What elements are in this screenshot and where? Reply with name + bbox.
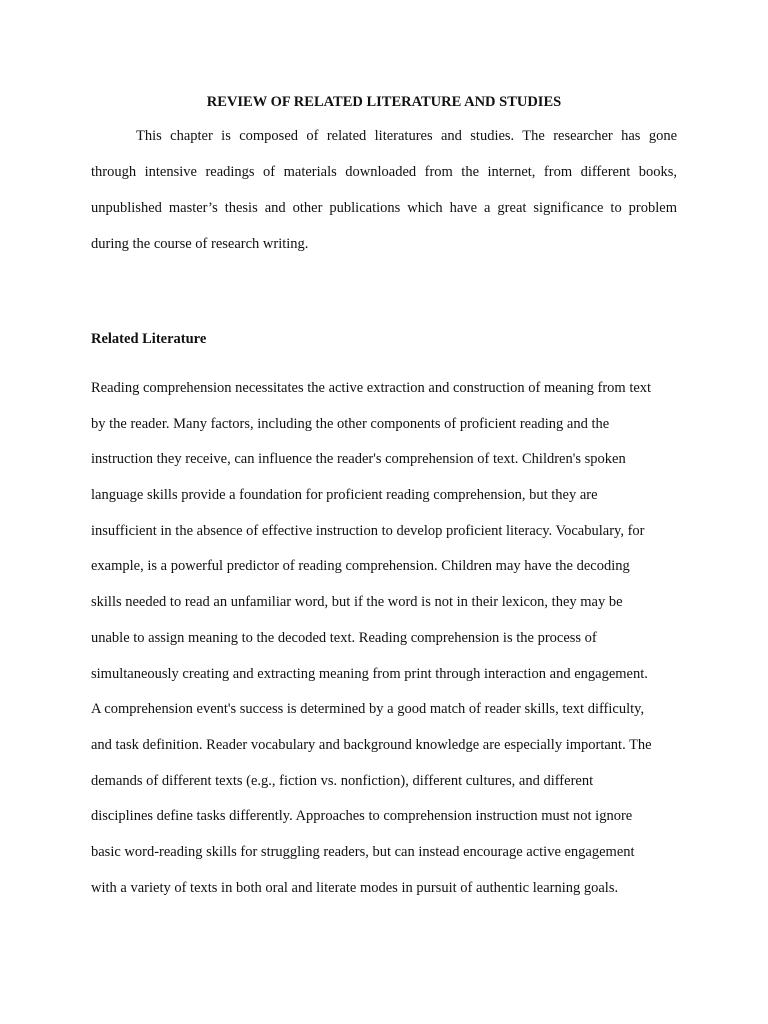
text-line: instruction they receive, can influence the reader's comprehension of text. Children's spoken [91, 451, 626, 468]
text-line: demands of different texts (e.g., fiction vs. nonfiction), different cultures, and different [91, 772, 594, 789]
text-line: skills needed to read an unfamiliar word, but if the word is not in their lexicon, they may be [91, 594, 623, 611]
text-line: Reading comprehension necessitates the active extraction and construction of meaning from text [91, 380, 652, 396]
page-title: REVIEW OF RELATED LITERATURE AND STUDIES [206, 94, 562, 110]
text-line: A comprehension event's success is determined by a good match of reader skills, text difficulty, [91, 701, 645, 718]
text-line: unpublished master’s thesis and other publications which have a great significance to problem [91, 200, 677, 216]
text-line: This chapter is composed of related literatures and studies. The researcher has gone [136, 128, 677, 144]
section-heading: Related Literature [91, 331, 207, 347]
text-line: with a variety of texts in both oral and literate modes in pursuit of authentic learning goals. [91, 879, 619, 896]
text-line: disciplines define tasks differently. Approaches to comprehension instruction must not ignore [91, 808, 633, 825]
intro-paragraph [91, 118, 677, 262]
text-line: simultaneously creating and extracting meaning from print through interaction and engagement. [91, 665, 648, 682]
text-line: through intensive readings of materials downloaded from the internet, from different books, [91, 164, 677, 180]
text-line: language skills provide a foundation for proficient reading comprehension, but they are [91, 487, 598, 504]
text-line: insufficient in the absence of effective instruction to develop proficient literacy. Vocabulary, for [91, 522, 645, 539]
text-line: and task definition. Reader vocabulary and background knowledge are especially important. The [91, 736, 652, 753]
text-line: by the reader. Many factors, including the other components of proficient reading and the [91, 415, 610, 432]
text-line: basic word-reading skills for struggling readers, but can instead encourage active engagement [91, 843, 635, 860]
text-line: example, is a powerful predictor of reading comprehension. Children may have the decoding [91, 558, 630, 575]
text-line: during the course of research writing. [91, 236, 309, 252]
section-paragraph [91, 371, 677, 906]
text-line: unable to assign meaning to the decoded text. Reading comprehension is the process of [91, 629, 597, 646]
